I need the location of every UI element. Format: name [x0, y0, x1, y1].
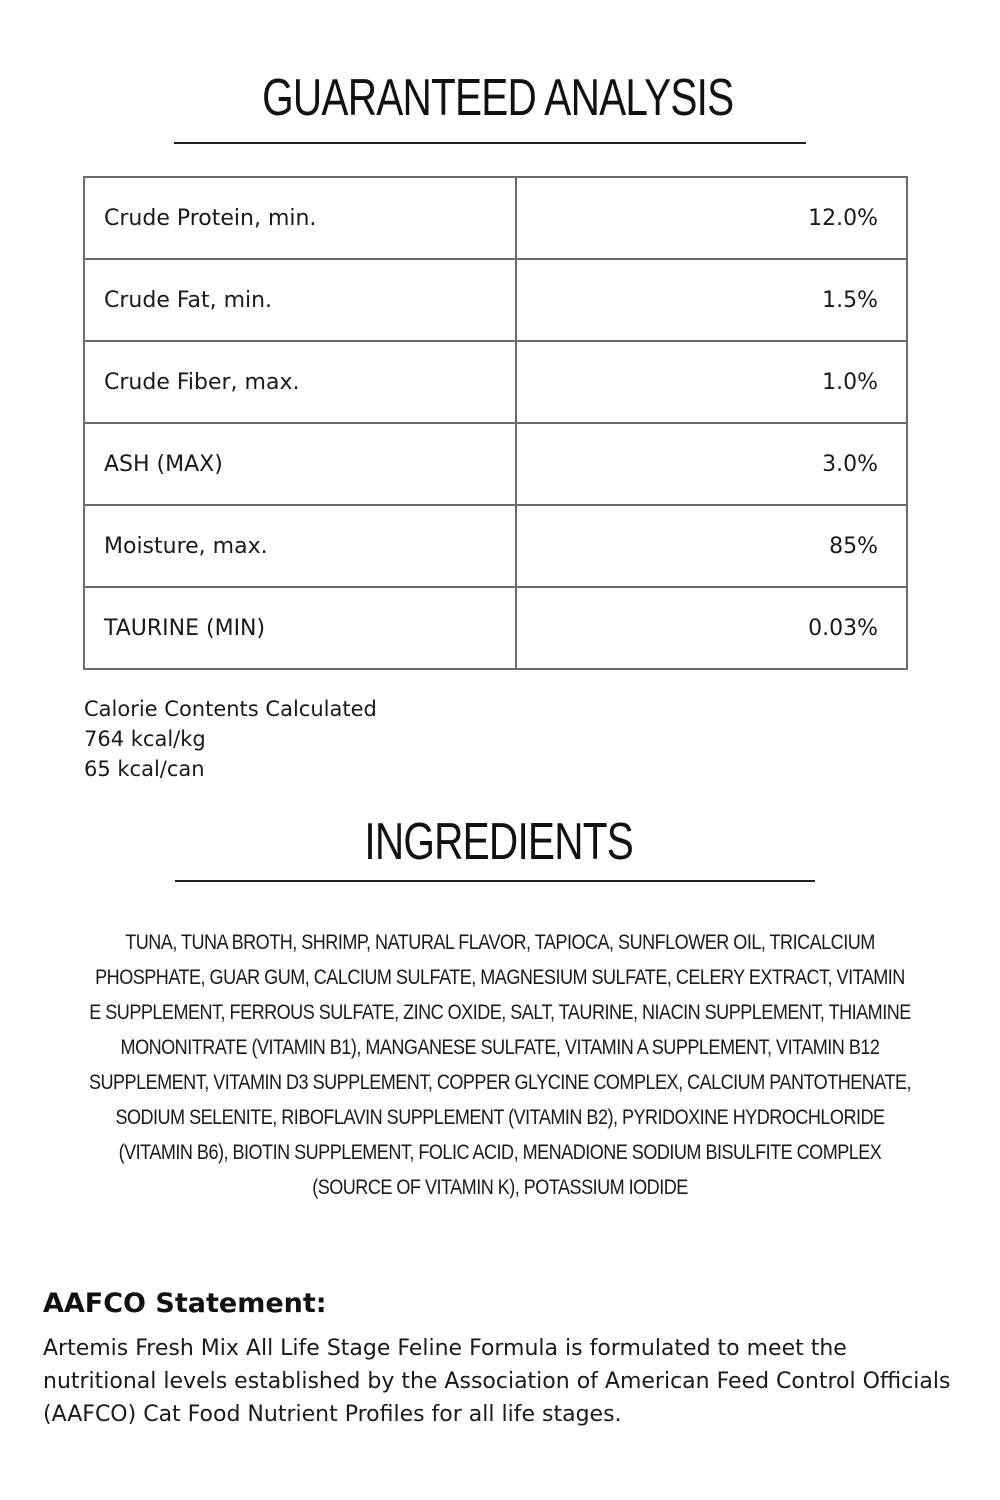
nutrient-name: ASH (MAX): [84, 423, 516, 505]
calorie-label: Calorie Contents Calculated: [84, 697, 377, 721]
calorie-per-can: 65 kcal/can: [84, 757, 205, 781]
ingredients-divider: [175, 880, 815, 882]
nutrient-name: Crude Protein, min.: [84, 177, 516, 259]
nutrient-name: Crude Fat, min.: [84, 259, 516, 341]
ingredients-text: TUNA, TUNA BROTH, SHRIMP, NATURAL FLAVOR, TAPIOCA, SUNFLOWER OIL, TRICALCIUM PHOSPHATE, GUAR GUM, CALCIUM SULFATE, MAGNESIUM SULFATE, CELERY EXTRACT, VITAMIN E SUPPLEMENT, FERROUS SULFATE, ZINC OXIDE, SALT, TAURINE, NIACIN SUPPLEMENT, THIAMINE MONONITRATE (VITAMIN B1), MANGANESE SULFATE, VITAMIN A SUPPLEMENT, VITAMIN B12 SUPPLEMENT, VITAMIN D3 SUPPLEMENT, COPPER GLYCINE COMPLEX, CALCIUM PANTOTHENATE, SODIUM SELENITE, RIBOFLAVIN SUPPLEMENT (VITAMIN B2), PYRIDOXINE HYDROCHLORIDE (VITAMIN B6), BIOTIN SUPPLEMENT, FOLIC ACID, MENADIONE SODIUM BISULFITE COMPLEX (SOURCE OF VITAMIN K), POTASSIUM IODIDE: [88, 931, 912, 1199]
ingredients-title: INGREDIENTS: [364, 813, 633, 871]
table-row: [84, 259, 907, 341]
table-row: [84, 341, 907, 423]
table-row: [84, 177, 907, 259]
calorie-contents: [84, 694, 377, 784]
calorie-per-kg: 764 kcal/kg: [84, 727, 206, 751]
nutrient-value: 1.0%: [516, 341, 907, 423]
guaranteed-analysis-title: GUARANTEED ANALYSIS: [262, 69, 734, 127]
aafco-statement-text: Artemis Fresh Mix All Life Stage Feline Formula is formulated to meet the nutritional levels established by the Association of American Feed Control Officials (AAFCO) Cat Food Nutrient Profiles for all life stages.: [43, 1336, 951, 1427]
ingredients-list: [86, 925, 914, 1205]
nutrient-value: 12.0%: [516, 177, 907, 259]
nutrient-name: TAURINE (MIN): [84, 587, 516, 669]
aafco-statement-title: AAFCO Statement:: [43, 1288, 327, 1319]
nutrient-value: 3.0%: [516, 423, 907, 505]
table-row: [84, 505, 907, 587]
nutrient-name: Crude Fiber, max.: [84, 341, 516, 423]
table-row: [84, 423, 907, 505]
nutrient-value: 0.03%: [516, 587, 907, 669]
table-row: [84, 587, 907, 669]
nutrient-value: 85%: [516, 505, 907, 587]
guaranteed-analysis-table: [83, 176, 908, 670]
nutrient-value: 1.5%: [516, 259, 907, 341]
nutrient-name: Moisture, max.: [84, 505, 516, 587]
guaranteed-analysis-divider: [174, 142, 806, 144]
